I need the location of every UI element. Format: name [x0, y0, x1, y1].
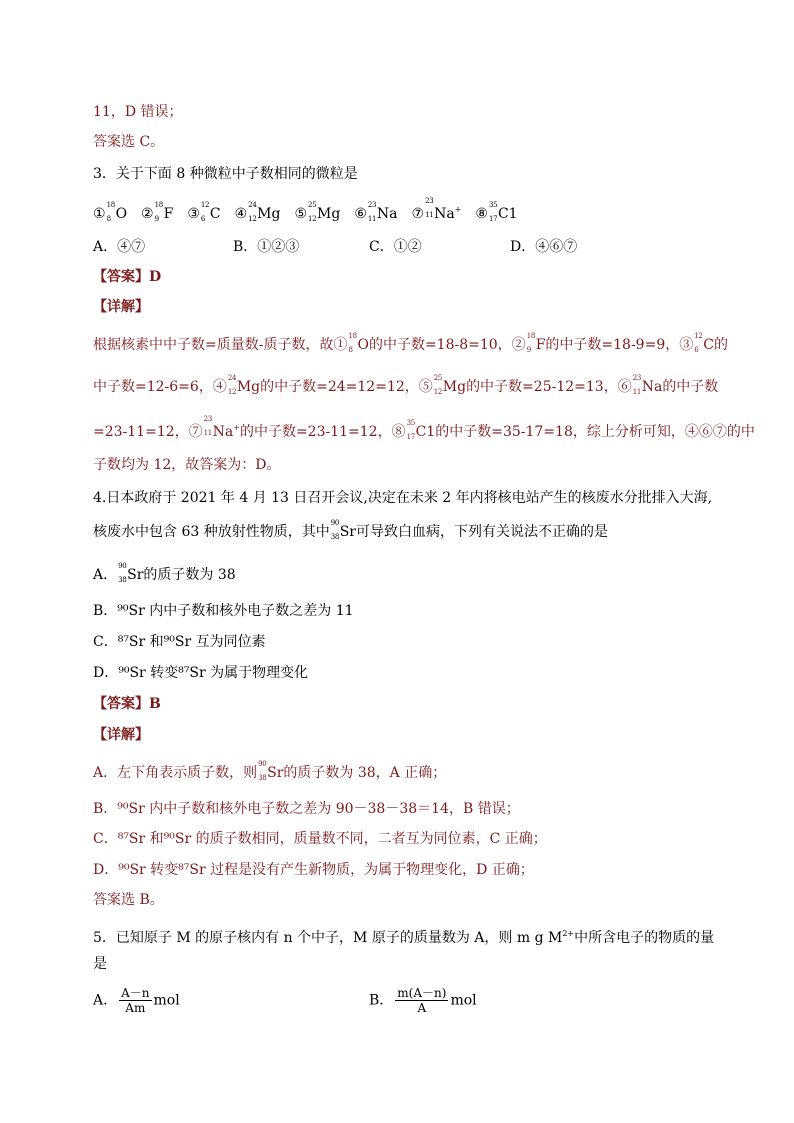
mass-number: 12 — [694, 332, 703, 340]
isotope-sr90 — [258, 760, 284, 782]
isotope-o18 — [348, 332, 369, 354]
isotope — [488, 201, 518, 223]
ion-charge: + — [454, 205, 462, 214]
atomic-number: 9 — [154, 215, 159, 223]
element-symbol: Mg — [257, 206, 281, 222]
atomic-number: 6 — [694, 346, 699, 354]
element-symbol: Na — [434, 206, 455, 222]
mass-number: 23 — [367, 201, 377, 209]
atomic-number: 38 — [330, 533, 340, 541]
isotope-c12 — [694, 332, 714, 354]
q3-particle-list — [93, 197, 532, 223]
isotope — [200, 201, 221, 223]
line-answer-c: 答案选 C。 — [93, 134, 165, 150]
isotope — [308, 201, 341, 223]
mass-number: 25 — [308, 201, 317, 209]
isotope-mg24 — [227, 374, 261, 396]
mass-number: 90 — [118, 562, 127, 570]
q5-stem-line2: 是 — [93, 956, 107, 972]
q4-option-b[interactable]: B．⁹⁰Sr 内中子数和核外电子数之差为 11 — [93, 603, 354, 619]
q3-explanation-line4: 子数均为 12，故答案为：D。 — [93, 457, 281, 473]
mass-number: 18 — [348, 332, 357, 340]
element-symbol: Na — [212, 424, 234, 440]
atomic-number: 8 — [348, 346, 353, 354]
element-symbol: F — [163, 206, 174, 222]
particle-item — [354, 201, 398, 223]
particle-number: ④ — [234, 206, 248, 222]
particle-number: ⑤ — [294, 206, 308, 222]
particle-item — [187, 201, 221, 223]
q4-final-answer: 答案选 B。 — [93, 892, 164, 908]
particle-number: ⑦ — [411, 206, 425, 222]
mass-number: 18 — [106, 201, 115, 209]
element-symbol: Sr — [267, 765, 284, 781]
isotope-cl35 — [406, 419, 436, 441]
atomic-number: 38 — [258, 774, 267, 782]
atomic-number: 17 — [488, 215, 498, 223]
atomic-number: 11 — [425, 211, 434, 219]
isotope-f18 — [526, 332, 546, 354]
q3-option-c[interactable]: C．①② — [369, 239, 422, 255]
element-symbol: O — [357, 337, 369, 353]
particle-item — [93, 201, 128, 223]
q4-option-d[interactable]: D．⁹⁰Sr 转变⁸⁷Sr 为属于物理变化 — [93, 665, 309, 681]
atomic-number: 12 — [227, 388, 237, 396]
isotope — [154, 201, 174, 223]
mass-number: 23 — [203, 415, 212, 423]
particle-number: ⑥ — [354, 206, 367, 222]
q3-explanation-line1: 根据核素中中子数=质量数-质子数，故① 18 8 O的中子数=18-8=10，② 18 9 F的中子数=18-9=9，③ 12 6 C的 — [93, 332, 728, 354]
particle-number: ① — [93, 206, 106, 222]
mass-number: 18 — [526, 332, 535, 340]
q4-explanation-a: A．左下角表示质子数，则 90 38 Sr的质子数为 38，A 正确； — [93, 760, 447, 782]
q4-option-c[interactable]: C．⁸⁷Sr 和⁹⁰Sr 互为同位素 — [93, 634, 266, 650]
element-symbol: C — [703, 337, 714, 353]
q5-stem-line1: 5．已知原子 M 的原子核内有 n 个中子，M 原子的质量数为 A，则 m g $M^{2+}$中所含电子的物质的量 — [93, 929, 715, 946]
element-symbol: Sr — [339, 524, 357, 540]
particle-item — [141, 201, 174, 223]
mass-number: 24 — [227, 374, 237, 382]
q4-explanation-c: C．⁸⁷Sr 和⁹⁰Sr 的质子数相同，质量数不同，二者互为同位素，C 正确； — [93, 831, 547, 847]
atomic-number: 9 — [526, 346, 531, 354]
element-symbol: Mg — [317, 206, 341, 222]
mass-number: 23 — [632, 374, 642, 382]
isotope-sr90 — [118, 562, 144, 584]
atomic-number: 12 — [248, 215, 257, 223]
element-symbol: C1 — [497, 206, 518, 222]
q3-answer: 【答案】D — [93, 269, 162, 285]
isotope-mg25 — [433, 374, 467, 396]
particle-number: ⑧ — [475, 206, 488, 222]
q3-option-d[interactable]: D．④⑥⑦ — [510, 239, 578, 255]
particle-item — [294, 201, 341, 223]
fraction-b: $\frac{m(A-n)}{A}$ — [397, 986, 447, 1015]
mass-number: 35 — [406, 419, 415, 427]
element-symbol: Na — [641, 379, 663, 395]
q4-explanation-b: B．⁹⁰Sr 内中子数和核外电子数之差为 90－38－38＝14，B 错误； — [93, 801, 520, 817]
atomic-number: 11 — [203, 429, 212, 437]
q5-option-a[interactable]: A． $\frac{A-n}{Am}$ mol — [93, 986, 180, 1015]
atomic-number: 38 — [118, 576, 127, 584]
isotope — [425, 197, 462, 223]
element-symbol: C1 — [415, 424, 436, 440]
isotope-na23-ion — [203, 415, 240, 441]
fraction-a: $\frac{A-n}{Am}$ — [121, 986, 150, 1015]
element-symbol: O — [115, 206, 128, 222]
isotope-sr90 — [330, 519, 357, 541]
mass-number: 18 — [154, 201, 163, 209]
atomic-number: 12 — [308, 215, 317, 223]
ion-charge: + — [233, 423, 240, 432]
q4-stem-line2: 核废水中包含 63 种放射性物质，其中 90 38 Sr可导致白血病，下列有关说法不正确的是 — [93, 519, 609, 541]
isotope — [367, 201, 398, 223]
atomic-number: 8 — [106, 215, 111, 223]
q4-stem-line1: 4.日本政府于 2021 年 4 月 13 日召开会议,决定在未来 2 年内将核电站产生的核废水分批排入大海, — [93, 490, 713, 506]
q5-option-b[interactable]: B． $\frac{m(A-n)}{A}$ mol — [369, 986, 477, 1015]
mass-number: 12 — [200, 201, 210, 209]
q4-answer: 【答案】B — [93, 696, 161, 712]
q4-option-a[interactable]: A． 90 38 Sr的质子数为 38 — [93, 562, 236, 584]
q3-stem: 3．关于下面 8 种微粒中子数相同的微粒是 — [93, 166, 358, 182]
atomic-number: 12 — [433, 388, 443, 396]
element-symbol: Sr — [127, 567, 144, 583]
atomic-number: 11 — [367, 215, 377, 223]
isotope — [106, 201, 128, 223]
atomic-number: 11 — [632, 388, 642, 396]
particle-item — [475, 201, 518, 223]
particle-item — [411, 197, 462, 222]
q3-detail-label: 【详解】 — [93, 299, 149, 315]
mass-number: 25 — [433, 374, 443, 382]
q4-explanation-d: D．⁹⁰Sr 转变⁸⁷Sr 过程是没有产生新物质，为属于物理变化，D 正确； — [93, 862, 534, 878]
q3-explanation-line2: 中子数=12-6=6，④ 24 12 Mg的中子数=24=12=12，⑤ 25 12 Mg的中子数=25-12=13，⑥ 23 11 Na的中子数 — [93, 374, 719, 396]
q3-option-a[interactable]: A．④⑦ — [93, 239, 146, 255]
particle-number: ② — [141, 206, 154, 222]
line-d-wrong: 11，D 错误； — [93, 104, 183, 120]
atomic-number: 17 — [406, 433, 415, 441]
element-symbol: C — [209, 206, 221, 222]
mass-number: 35 — [488, 201, 498, 209]
particle-item — [234, 201, 281, 223]
element-symbol: Mg — [236, 379, 261, 395]
element-symbol: F — [535, 337, 546, 353]
mass-number: 90 — [258, 760, 267, 768]
isotope — [248, 201, 281, 223]
mass-number: 23 — [425, 197, 434, 205]
isotope-na23 — [632, 374, 663, 396]
mass-number: 24 — [248, 201, 257, 209]
q4-detail-label: 【详解】 — [93, 727, 149, 743]
particle-number: ③ — [187, 206, 200, 222]
mass-number: 90 — [330, 519, 340, 527]
q3-explanation-line3: =23-11=12，⑦ 23 11 Na+的中子数=23-11=12，⑧ 35 17 C1的中子数=35-17=18，综上分析可知，④⑥⑦的中 — [93, 415, 755, 441]
element-symbol: Mg — [442, 379, 467, 395]
q3-option-b[interactable]: B．①②③ — [233, 239, 300, 255]
atomic-number: 6 — [200, 215, 206, 223]
element-symbol: Na — [376, 206, 398, 222]
